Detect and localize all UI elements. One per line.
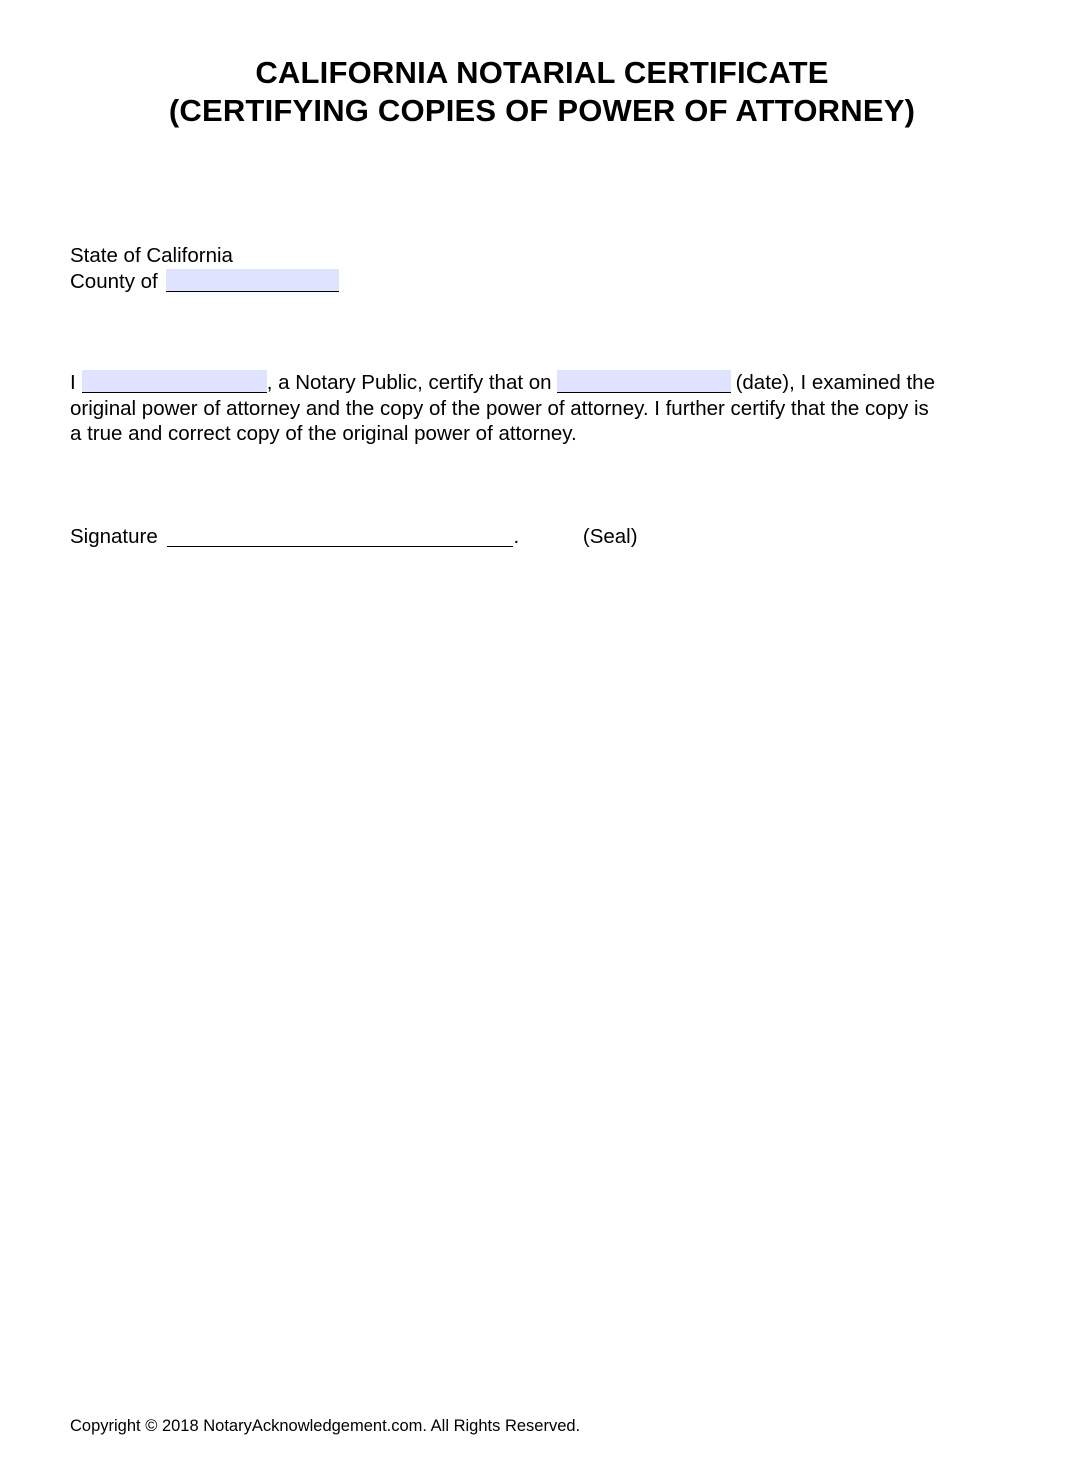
notary-public-text: , a Notary Public, certify that on bbox=[266, 371, 552, 394]
signature-field[interactable] bbox=[167, 524, 513, 547]
title-line-1: CALIFORNIA NOTARIAL CERTIFICATE bbox=[255, 55, 829, 90]
signature-period: . bbox=[513, 525, 520, 548]
county-row bbox=[70, 269, 339, 295]
certification-paragraph bbox=[70, 370, 935, 447]
certification-line-2: original power of attorney and the copy of the power of attorney. I further certify that the copy is bbox=[70, 396, 929, 420]
signature-row bbox=[70, 524, 638, 550]
state-label: State of California bbox=[70, 244, 233, 267]
county-field[interactable] bbox=[166, 269, 339, 292]
county-label: County of bbox=[70, 269, 158, 293]
signature-label: Signature bbox=[70, 525, 158, 548]
certification-line-3: a true and correct copy of the original power of attorney. bbox=[70, 422, 577, 445]
copyright-footer: Copyright © 2018 NotaryAcknowledgement.com. All Rights Reserved. bbox=[70, 1417, 581, 1435]
title-line-2: (CERTIFYING COPIES OF POWER OF ATTORNEY) bbox=[168, 93, 916, 128]
examined-text: (date), I examined the bbox=[735, 371, 935, 394]
notary-name-field[interactable] bbox=[82, 370, 267, 393]
seal-label: (Seal) bbox=[582, 525, 638, 548]
certification-line-1 bbox=[70, 370, 935, 396]
document-title bbox=[0, 54, 1070, 130]
pronoun-text: I bbox=[70, 371, 76, 394]
venue-block bbox=[70, 243, 339, 294]
date-field[interactable] bbox=[557, 370, 731, 393]
